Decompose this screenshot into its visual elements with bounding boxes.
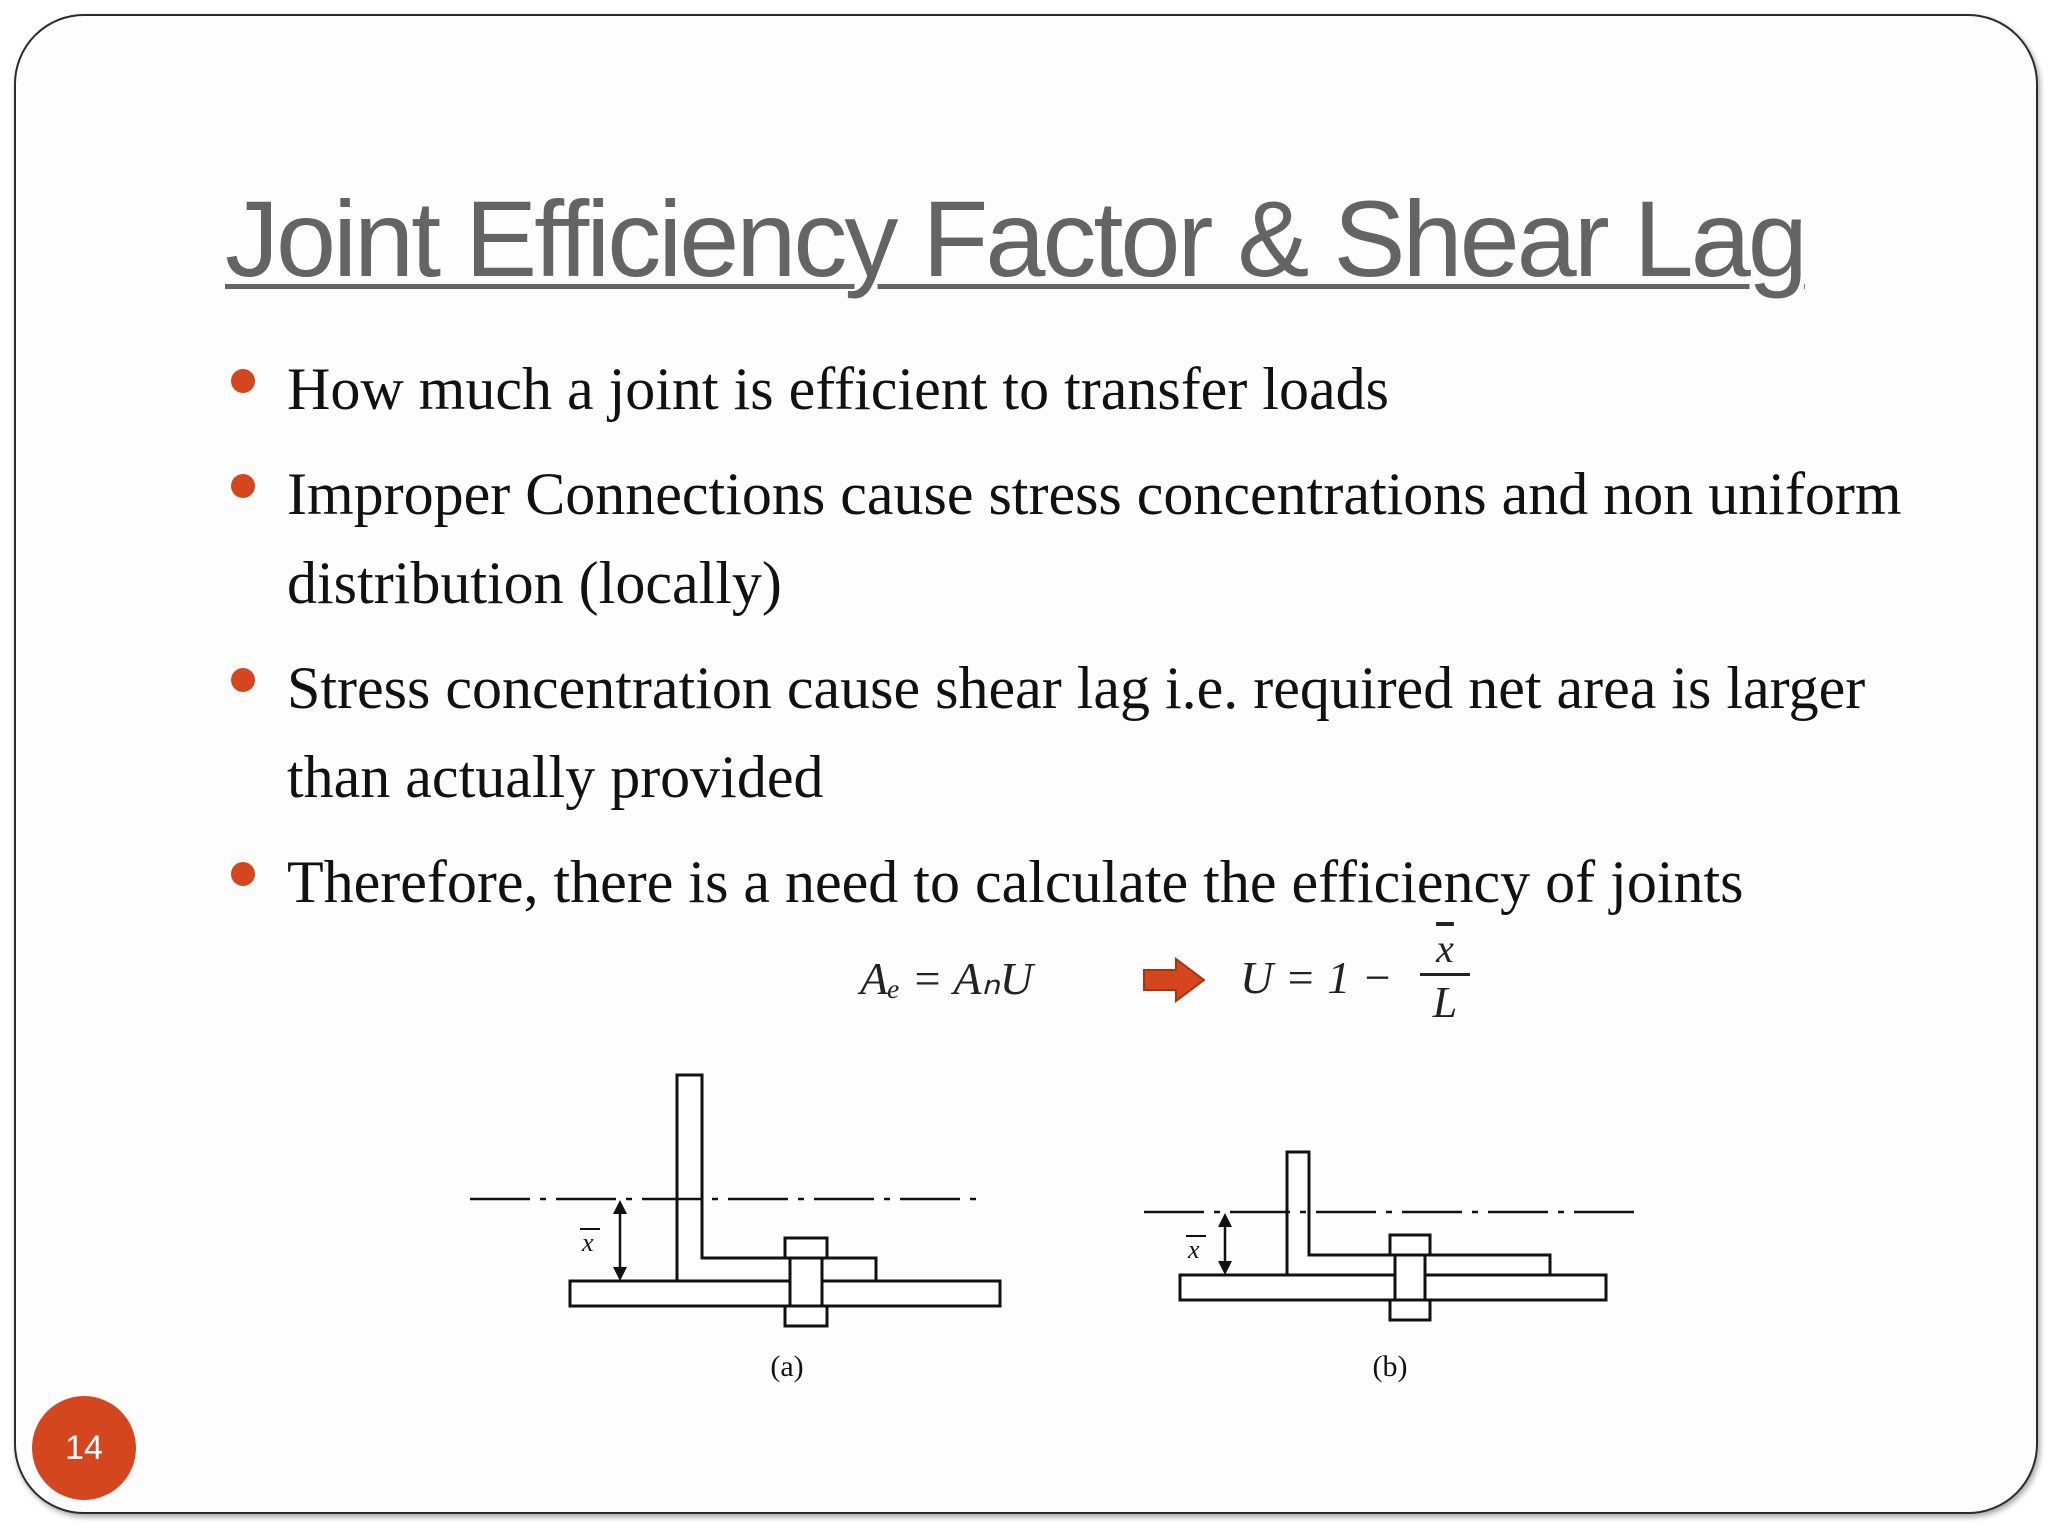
bullet-item xyxy=(225,345,1925,434)
angle-connection-b xyxy=(1144,1152,1638,1320)
right-arrow-icon xyxy=(1142,957,1206,1014)
fraction-numerator: $\overline{x}$ xyxy=(1436,926,1454,971)
caption-a: (a) xyxy=(770,1350,804,1383)
bullet-dot-icon xyxy=(231,862,255,886)
bullet-text: Stress concentration cause shear lag i.e. required net area is larger than actually provided xyxy=(287,655,1866,810)
bullet-dot-icon xyxy=(231,668,255,692)
bullet-text: Improper Connections cause stress concentrations and non uniform distribution (locally) xyxy=(287,461,1902,616)
bullet-text: How much a joint is efficient to transfer loads xyxy=(287,356,1389,422)
bullet-item xyxy=(225,644,1925,822)
fraction-denominator: L xyxy=(1432,978,1458,1027)
bullet-dot-icon xyxy=(231,369,255,393)
bullet-list xyxy=(225,345,1925,943)
bullet-item xyxy=(225,450,1925,628)
xbar-label-a: x xyxy=(582,1228,594,1257)
bullet-item xyxy=(225,838,1925,927)
xbar-label-b: x xyxy=(1188,1235,1200,1264)
fraction-bar xyxy=(1420,973,1470,976)
effective-area-equation: Aₑ = AₙU xyxy=(860,953,1034,1004)
page-number-badge xyxy=(32,1396,136,1500)
shear-lag-connection-figure xyxy=(460,1060,1660,1400)
angle-connection-a xyxy=(470,1075,1000,1326)
slide-title: Joint Efficiency Factor & Shear Lag xyxy=(225,178,1805,299)
bullet-text: Therefore, there is a need to calculate the efficiency of joints xyxy=(287,849,1744,915)
reduction-factor-equation: U = 1 − xyxy=(1240,952,1393,1003)
page-number: 14 xyxy=(65,1428,103,1467)
caption-b: (b) xyxy=(1372,1350,1408,1383)
bullet-dot-icon xyxy=(231,474,255,498)
xbar-over-l-fraction xyxy=(1420,927,1470,1026)
